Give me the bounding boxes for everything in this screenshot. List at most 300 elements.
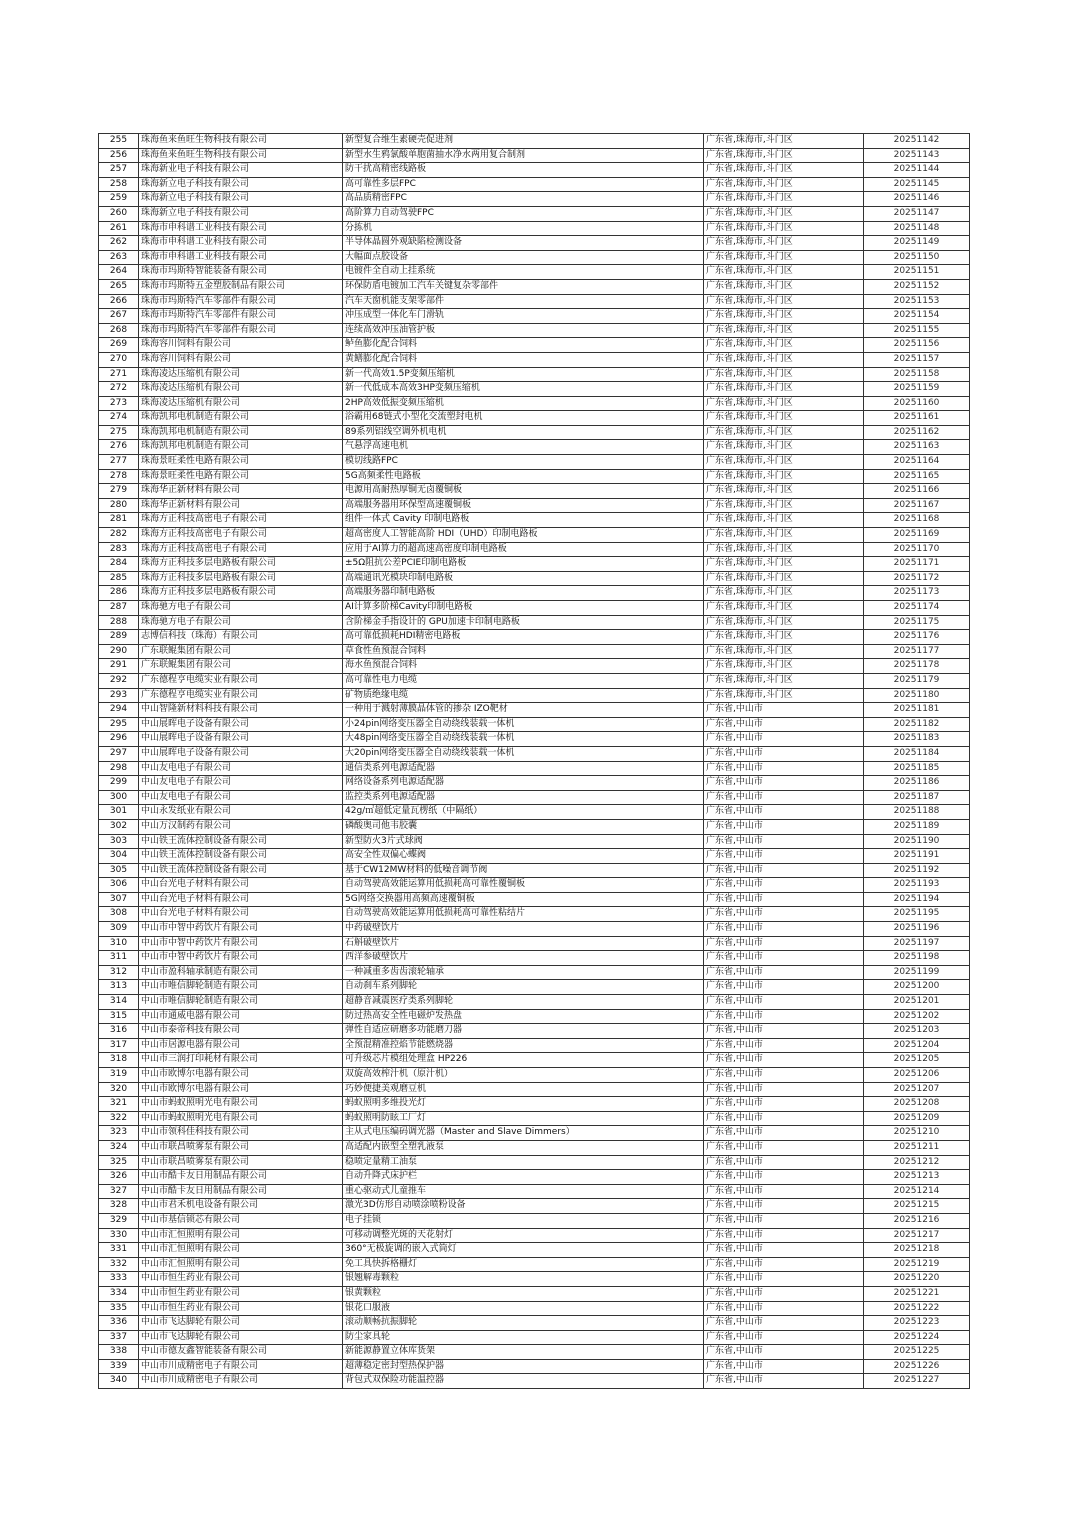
product-name-cell: 新型防火3片式球阀 <box>343 834 704 849</box>
region-cell: 广东省,中山市 <box>704 732 864 747</box>
table-row <box>99 951 970 966</box>
table-row <box>99 1038 970 1053</box>
code-cell: 20251204 <box>864 1038 970 1053</box>
row-number-cell: 330 <box>99 1228 139 1243</box>
code-cell: 20251148 <box>864 221 970 236</box>
row-number-cell: 340 <box>99 1374 139 1389</box>
row-number-cell: 258 <box>99 177 139 192</box>
company-name-cell: 中山市盈科轴承制造有限公司 <box>139 965 343 980</box>
company-name-cell: 中山市中智中药饮片有限公司 <box>139 951 343 966</box>
company-name-cell: 中山市汇恒照明有限公司 <box>139 1257 343 1272</box>
row-number-cell: 275 <box>99 425 139 440</box>
company-name-cell: 中山市川成精密电子有限公司 <box>139 1374 343 1389</box>
table-row <box>99 1053 970 1068</box>
company-name-cell: 中山展晖电子设备有限公司 <box>139 717 343 732</box>
product-name-cell: 防干扰高精密线路板 <box>343 163 704 178</box>
table-row <box>99 644 970 659</box>
region-cell: 广东省,中山市 <box>704 980 864 995</box>
company-name-cell: 广东德程亨电缆实业有限公司 <box>139 688 343 703</box>
region-cell: 广东省,珠海市,斗门区 <box>704 455 864 470</box>
product-name-cell: 巧妙便捷美观磨豆机 <box>343 1082 704 1097</box>
product-name-cell: 小24pin网络变压器全自动绕线装载一体机 <box>343 717 704 732</box>
row-number-cell: 334 <box>99 1286 139 1301</box>
table-row <box>99 761 970 776</box>
company-name-cell: 中山市中智中药饮片有限公司 <box>139 922 343 937</box>
product-name-cell: 5G网络交换器用高频高速覆铜板 <box>343 892 704 907</box>
row-number-cell: 310 <box>99 936 139 951</box>
row-number-cell: 309 <box>99 922 139 937</box>
product-name-cell: 2HP高效低振变频压缩机 <box>343 396 704 411</box>
table-row <box>99 440 970 455</box>
product-name-cell: 89系列铝线空调外机电机 <box>343 425 704 440</box>
product-name-cell: 连续高效冲压油管护板 <box>343 323 704 338</box>
company-name-cell: 珠海驰方电子有限公司 <box>139 615 343 630</box>
table-row <box>99 615 970 630</box>
product-name-cell: 主从式电压编码调光器（Master and Slave Dimmers） <box>343 1126 704 1141</box>
code-cell: 20251184 <box>864 746 970 761</box>
company-name-cell: 广东联鲲集团有限公司 <box>139 659 343 674</box>
product-name-cell: 浴霸用68链式小型化交流塑封电机 <box>343 411 704 426</box>
code-cell: 20251219 <box>864 1257 970 1272</box>
row-number-cell: 295 <box>99 717 139 732</box>
code-cell: 20251195 <box>864 907 970 922</box>
company-name-cell: 珠海凌达压缩机有限公司 <box>139 396 343 411</box>
code-cell: 20251161 <box>864 411 970 426</box>
row-number-cell: 332 <box>99 1257 139 1272</box>
region-cell: 广东省,珠海市,斗门区 <box>704 221 864 236</box>
region-cell: 广东省,珠海市,斗门区 <box>704 688 864 703</box>
region-cell: 广东省,珠海市,斗门区 <box>704 148 864 163</box>
code-cell: 20251160 <box>864 396 970 411</box>
region-cell: 广东省,珠海市,斗门区 <box>704 513 864 528</box>
table-row <box>99 790 970 805</box>
table-row <box>99 206 970 221</box>
table-row <box>99 236 970 251</box>
code-cell: 20251181 <box>864 703 970 718</box>
company-name-cell: 珠海华正新材料有限公司 <box>139 484 343 499</box>
table-row <box>99 1374 970 1389</box>
region-cell: 广东省,珠海市,斗门区 <box>704 615 864 630</box>
company-name-cell: 珠海市玛斯特智能装备有限公司 <box>139 265 343 280</box>
code-cell: 20251155 <box>864 323 970 338</box>
row-number-cell: 259 <box>99 192 139 207</box>
row-number-cell: 337 <box>99 1330 139 1345</box>
company-name-cell: 中山市川成精密电子有限公司 <box>139 1359 343 1374</box>
company-name-cell: 中山市三润打印耗材有限公司 <box>139 1053 343 1068</box>
code-cell: 20251185 <box>864 761 970 776</box>
company-name-cell: 中山台光电子材料有限公司 <box>139 892 343 907</box>
code-cell: 20251166 <box>864 484 970 499</box>
product-name-cell: 稳喷定量精工油泵 <box>343 1155 704 1170</box>
product-name-cell: 可升级芯片模组处理盒 HP226 <box>343 1053 704 1068</box>
table-row <box>99 1272 970 1287</box>
row-number-cell: 283 <box>99 542 139 557</box>
company-name-cell: 中山市联昌喷雾泵有限公司 <box>139 1155 343 1170</box>
code-cell: 20251192 <box>864 863 970 878</box>
code-cell: 20251176 <box>864 630 970 645</box>
row-number-cell: 313 <box>99 980 139 995</box>
table-row <box>99 1024 970 1039</box>
table-row <box>99 557 970 572</box>
code-cell: 20251150 <box>864 250 970 265</box>
region-cell: 广东省,中山市 <box>704 878 864 893</box>
code-cell: 20251223 <box>864 1316 970 1331</box>
product-name-cell: 大20pin网络变压器全自动绕线装载一体机 <box>343 746 704 761</box>
row-number-cell: 328 <box>99 1199 139 1214</box>
code-cell: 20251178 <box>864 659 970 674</box>
table-row <box>99 1082 970 1097</box>
code-cell: 20251226 <box>864 1359 970 1374</box>
company-name-cell: 中山市汇恒照明有限公司 <box>139 1228 343 1243</box>
row-number-cell: 339 <box>99 1359 139 1374</box>
region-cell: 广东省,中山市 <box>704 1257 864 1272</box>
table-row <box>99 542 970 557</box>
row-number-cell: 317 <box>99 1038 139 1053</box>
code-cell: 20251208 <box>864 1097 970 1112</box>
company-name-cell: 志博信科技（珠海）有限公司 <box>139 630 343 645</box>
code-cell: 20251220 <box>864 1272 970 1287</box>
company-name-cell: 珠海鱼来鱼旺生物科技有限公司 <box>139 134 343 149</box>
code-cell: 20251218 <box>864 1243 970 1258</box>
product-name-cell: 新能源静置立体库货架 <box>343 1345 704 1360</box>
company-name-cell: 珠海驰方电子有限公司 <box>139 601 343 616</box>
row-number-cell: 333 <box>99 1272 139 1287</box>
region-cell: 广东省,中山市 <box>704 849 864 864</box>
document-page <box>98 133 969 1389</box>
table-row <box>99 396 970 411</box>
product-name-cell: 高可靠性多层FPC <box>343 177 704 192</box>
row-number-cell: 255 <box>99 134 139 149</box>
product-name-cell: 新一代低成本高效3HP变频压缩机 <box>343 382 704 397</box>
table-row <box>99 1286 970 1301</box>
region-cell: 广东省,珠海市,斗门区 <box>704 382 864 397</box>
company-name-cell: 珠海新业电子科技有限公司 <box>139 163 343 178</box>
product-name-cell: 重心驱动式儿童推车 <box>343 1184 704 1199</box>
product-name-cell: 应用于AI算力的超高速高密度印制电路板 <box>343 542 704 557</box>
row-number-cell: 292 <box>99 673 139 688</box>
region-cell: 广东省,中山市 <box>704 790 864 805</box>
row-number-cell: 335 <box>99 1301 139 1316</box>
row-number-cell: 281 <box>99 513 139 528</box>
region-cell: 广东省,中山市 <box>704 1111 864 1126</box>
row-number-cell: 289 <box>99 630 139 645</box>
row-number-cell: 299 <box>99 776 139 791</box>
code-cell: 20251156 <box>864 338 970 353</box>
region-cell: 广东省,中山市 <box>704 1082 864 1097</box>
company-name-cell: 珠海新立电子科技有限公司 <box>139 192 343 207</box>
table-row <box>99 484 970 499</box>
region-cell: 广东省,中山市 <box>704 1053 864 1068</box>
row-number-cell: 303 <box>99 834 139 849</box>
table-row <box>99 382 970 397</box>
code-cell: 20251158 <box>864 367 970 382</box>
company-name-cell: 中山铁王流体控制设备有限公司 <box>139 863 343 878</box>
company-name-cell: 珠海市申科谱工业科技有限公司 <box>139 250 343 265</box>
table-row <box>99 163 970 178</box>
table-row <box>99 338 970 353</box>
region-cell: 广东省,珠海市,斗门区 <box>704 206 864 221</box>
table-row <box>99 717 970 732</box>
company-name-cell: 珠海凌达压缩机有限公司 <box>139 382 343 397</box>
code-cell: 20251152 <box>864 279 970 294</box>
company-name-cell: 中山市汇恒照明有限公司 <box>139 1243 343 1258</box>
product-name-cell: 矿物质绝缘电缆 <box>343 688 704 703</box>
code-cell: 20251196 <box>864 922 970 937</box>
region-cell: 广东省,珠海市,斗门区 <box>704 659 864 674</box>
region-cell: 广东省,珠海市,斗门区 <box>704 338 864 353</box>
row-number-cell: 263 <box>99 250 139 265</box>
product-name-cell: 高可靠性电力电缆 <box>343 673 704 688</box>
row-number-cell: 290 <box>99 644 139 659</box>
region-cell: 广东省,中山市 <box>704 1330 864 1345</box>
product-name-cell: 新型水生鸦氯酸单胞菌抽水净水两用复合制剂 <box>343 148 704 163</box>
row-number-cell: 320 <box>99 1082 139 1097</box>
product-name-cell: 蚂蚁照明防眩工厂灯 <box>343 1111 704 1126</box>
company-name-cell: 中山市泰帝科技有限公司 <box>139 1024 343 1039</box>
table-row <box>99 294 970 309</box>
table-row <box>99 746 970 761</box>
code-cell: 20251143 <box>864 148 970 163</box>
company-name-cell: 中山市君禾机电设备有限公司 <box>139 1199 343 1214</box>
region-cell: 广东省,中山市 <box>704 717 864 732</box>
region-cell: 广东省,珠海市,斗门区 <box>704 396 864 411</box>
row-number-cell: 294 <box>99 703 139 718</box>
table-row <box>99 688 970 703</box>
row-number-cell: 266 <box>99 294 139 309</box>
table-row <box>99 965 970 980</box>
product-name-cell: 一种减重多齿齿滚轮轴承 <box>343 965 704 980</box>
product-name-cell: 新一代高效1.5P变频压缩机 <box>343 367 704 382</box>
region-cell: 广东省,中山市 <box>704 776 864 791</box>
row-number-cell: 262 <box>99 236 139 251</box>
product-name-cell: 鲈鱼膨化配合饲料 <box>343 338 704 353</box>
company-name-cell: 珠海方正科技多层电路板有限公司 <box>139 557 343 572</box>
company-name-cell: 中山展晖电子设备有限公司 <box>139 746 343 761</box>
region-cell: 广东省,中山市 <box>704 834 864 849</box>
product-name-cell: 高端服务器印制电路板 <box>343 586 704 601</box>
region-cell: 广东省,珠海市,斗门区 <box>704 484 864 499</box>
table-row <box>99 732 970 747</box>
row-number-cell: 286 <box>99 586 139 601</box>
code-cell: 20251165 <box>864 469 970 484</box>
table-row <box>99 878 970 893</box>
code-cell: 20251207 <box>864 1082 970 1097</box>
code-cell: 20251222 <box>864 1301 970 1316</box>
region-cell: 广东省,中山市 <box>704 1170 864 1185</box>
table-row <box>99 1068 970 1083</box>
product-name-cell: 360°无极旋调的嵌入式筒灯 <box>343 1243 704 1258</box>
code-cell: 20251173 <box>864 586 970 601</box>
code-cell: 20251205 <box>864 1053 970 1068</box>
region-cell: 广东省,中山市 <box>704 1286 864 1301</box>
row-number-cell: 274 <box>99 411 139 426</box>
region-cell: 广东省,中山市 <box>704 1345 864 1360</box>
region-cell: 广东省,中山市 <box>704 1272 864 1287</box>
code-cell: 20251159 <box>864 382 970 397</box>
table-row <box>99 1345 970 1360</box>
product-name-cell: 中药破壁饮片 <box>343 922 704 937</box>
table-row <box>99 513 970 528</box>
region-cell: 广东省,中山市 <box>704 761 864 776</box>
product-name-cell: 超薄稳定密封型热保护器 <box>343 1359 704 1374</box>
code-cell: 20251209 <box>864 1111 970 1126</box>
code-cell: 20251221 <box>864 1286 970 1301</box>
row-number-cell: 282 <box>99 528 139 543</box>
product-name-cell: 超高密度人工智能高阶 HDI（UHD）印制电路板 <box>343 528 704 543</box>
code-cell: 20251149 <box>864 236 970 251</box>
code-cell: 20251151 <box>864 265 970 280</box>
row-number-cell: 300 <box>99 790 139 805</box>
code-cell: 20251193 <box>864 878 970 893</box>
code-cell: 20251224 <box>864 1330 970 1345</box>
code-cell: 20251179 <box>864 673 970 688</box>
product-name-cell: 草食性鱼预混合饲料 <box>343 644 704 659</box>
company-name-cell: 中山市酷卡友日用制品有限公司 <box>139 1184 343 1199</box>
code-cell: 20251145 <box>864 177 970 192</box>
product-name-cell: 银翘解毒颗粒 <box>343 1272 704 1287</box>
table-row <box>99 148 970 163</box>
row-number-cell: 327 <box>99 1184 139 1199</box>
product-name-cell: 激光3D仿形自动喷涂喷粉设备 <box>343 1199 704 1214</box>
company-name-cell: 珠海凯邦电机制造有限公司 <box>139 411 343 426</box>
company-name-cell: 中山市联昌喷雾泵有限公司 <box>139 1140 343 1155</box>
region-cell: 广东省,中山市 <box>704 1374 864 1389</box>
region-cell: 广东省,中山市 <box>704 805 864 820</box>
table-row <box>99 221 970 236</box>
company-name-cell: 中山市中智中药饮片有限公司 <box>139 936 343 951</box>
code-cell: 20251146 <box>864 192 970 207</box>
code-cell: 20251227 <box>864 1374 970 1389</box>
region-cell: 广东省,中山市 <box>704 1213 864 1228</box>
row-number-cell: 302 <box>99 819 139 834</box>
code-cell: 20251215 <box>864 1199 970 1214</box>
company-name-cell: 中山市恒生药业有限公司 <box>139 1272 343 1287</box>
table-row <box>99 1184 970 1199</box>
table-row <box>99 469 970 484</box>
company-name-cell: 中山市德友鑫智能装备有限公司 <box>139 1345 343 1360</box>
code-cell: 20251211 <box>864 1140 970 1155</box>
region-cell: 广东省,珠海市,斗门区 <box>704 571 864 586</box>
region-cell: 广东省,珠海市,斗门区 <box>704 601 864 616</box>
region-cell: 广东省,珠海市,斗门区 <box>704 163 864 178</box>
code-cell: 20251191 <box>864 849 970 864</box>
table-row <box>99 673 970 688</box>
company-name-cell: 珠海容川饲料有限公司 <box>139 338 343 353</box>
company-name-cell: 珠海方正科技多层电路板有限公司 <box>139 586 343 601</box>
code-cell: 20251210 <box>864 1126 970 1141</box>
code-cell: 20251180 <box>864 688 970 703</box>
code-cell: 20251203 <box>864 1024 970 1039</box>
product-name-cell: 银黄颗粒 <box>343 1286 704 1301</box>
row-number-cell: 257 <box>99 163 139 178</box>
table-row <box>99 1243 970 1258</box>
product-name-cell: 含阶梯金手指设计的 GPU加速卡印制电路板 <box>343 615 704 630</box>
table-row <box>99 1111 970 1126</box>
row-number-cell: 311 <box>99 951 139 966</box>
product-name-cell: 高可靠低损耗HDI精密电路板 <box>343 630 704 645</box>
row-number-cell: 293 <box>99 688 139 703</box>
region-cell: 广东省,中山市 <box>704 1316 864 1331</box>
region-cell: 广东省,珠海市,斗门区 <box>704 542 864 557</box>
region-cell: 广东省,中山市 <box>704 951 864 966</box>
row-number-cell: 278 <box>99 469 139 484</box>
region-cell: 广东省,珠海市,斗门区 <box>704 192 864 207</box>
row-number-cell: 316 <box>99 1024 139 1039</box>
region-cell: 广东省,珠海市,斗门区 <box>704 352 864 367</box>
table-row <box>99 250 970 265</box>
table-row <box>99 177 970 192</box>
table-row <box>99 892 970 907</box>
table-row <box>99 1330 970 1345</box>
region-cell: 广东省,珠海市,斗门区 <box>704 469 864 484</box>
table-row <box>99 1140 970 1155</box>
product-name-cell: 可移动调整光斑的天花射灯 <box>343 1228 704 1243</box>
company-name-cell: 珠海市申科谱工业科技有限公司 <box>139 221 343 236</box>
region-cell: 广东省,珠海市,斗门区 <box>704 557 864 572</box>
product-name-cell: 滚动顺畅抗振脚轮 <box>343 1316 704 1331</box>
region-cell: 广东省,珠海市,斗门区 <box>704 425 864 440</box>
code-cell: 20251212 <box>864 1155 970 1170</box>
row-number-cell: 319 <box>99 1068 139 1083</box>
code-cell: 20251144 <box>864 163 970 178</box>
row-number-cell: 277 <box>99 455 139 470</box>
row-number-cell: 288 <box>99 615 139 630</box>
region-cell: 广东省,中山市 <box>704 907 864 922</box>
company-name-cell: 中山友电电子有限公司 <box>139 790 343 805</box>
region-cell: 广东省,中山市 <box>704 1038 864 1053</box>
region-cell: 广东省,中山市 <box>704 1184 864 1199</box>
table-row <box>99 352 970 367</box>
company-name-cell: 中山万汉制药有限公司 <box>139 819 343 834</box>
product-name-cell: 高安全性双偏心蝶阀 <box>343 849 704 864</box>
row-number-cell: 336 <box>99 1316 139 1331</box>
company-name-cell: 中山市居源电器有限公司 <box>139 1038 343 1053</box>
row-number-cell: 326 <box>99 1170 139 1185</box>
company-name-cell: 中山永发纸业有限公司 <box>139 805 343 820</box>
code-cell: 20251154 <box>864 309 970 324</box>
region-cell: 广东省,珠海市,斗门区 <box>704 294 864 309</box>
company-name-cell: 中山智隆新材料科技有限公司 <box>139 703 343 718</box>
code-cell: 20251187 <box>864 790 970 805</box>
row-number-cell: 297 <box>99 746 139 761</box>
company-name-cell: 珠海景旺柔性电路有限公司 <box>139 455 343 470</box>
table-row <box>99 907 970 922</box>
region-cell: 广东省,珠海市,斗门区 <box>704 367 864 382</box>
region-cell: 广东省,珠海市,斗门区 <box>704 440 864 455</box>
code-cell: 20251200 <box>864 980 970 995</box>
table-row <box>99 819 970 834</box>
company-name-cell: 中山市恒生药业有限公司 <box>139 1301 343 1316</box>
company-name-cell: 中山市蚂蚁照明光电有限公司 <box>139 1111 343 1126</box>
code-cell: 20251177 <box>864 644 970 659</box>
company-name-cell: 珠海凯邦电机制造有限公司 <box>139 440 343 455</box>
row-number-cell: 304 <box>99 849 139 864</box>
row-number-cell: 331 <box>99 1243 139 1258</box>
row-number-cell: 338 <box>99 1345 139 1360</box>
company-name-cell: 珠海鱼来鱼旺生物科技有限公司 <box>139 148 343 163</box>
product-name-cell: 银花口服液 <box>343 1301 704 1316</box>
product-name-cell: 磷酸奥司他韦胶囊 <box>343 819 704 834</box>
product-name-cell: 高端通讯光模块印制电路板 <box>343 571 704 586</box>
code-cell: 20251213 <box>864 1170 970 1185</box>
product-name-cell: 电镀件全自动上挂系统 <box>343 265 704 280</box>
region-cell: 广东省,珠海市,斗门区 <box>704 673 864 688</box>
table-row <box>99 601 970 616</box>
company-name-cell: 中山市飞达脚轮有限公司 <box>139 1330 343 1345</box>
region-cell: 广东省,中山市 <box>704 1126 864 1141</box>
code-cell: 20251174 <box>864 601 970 616</box>
table-row <box>99 425 970 440</box>
